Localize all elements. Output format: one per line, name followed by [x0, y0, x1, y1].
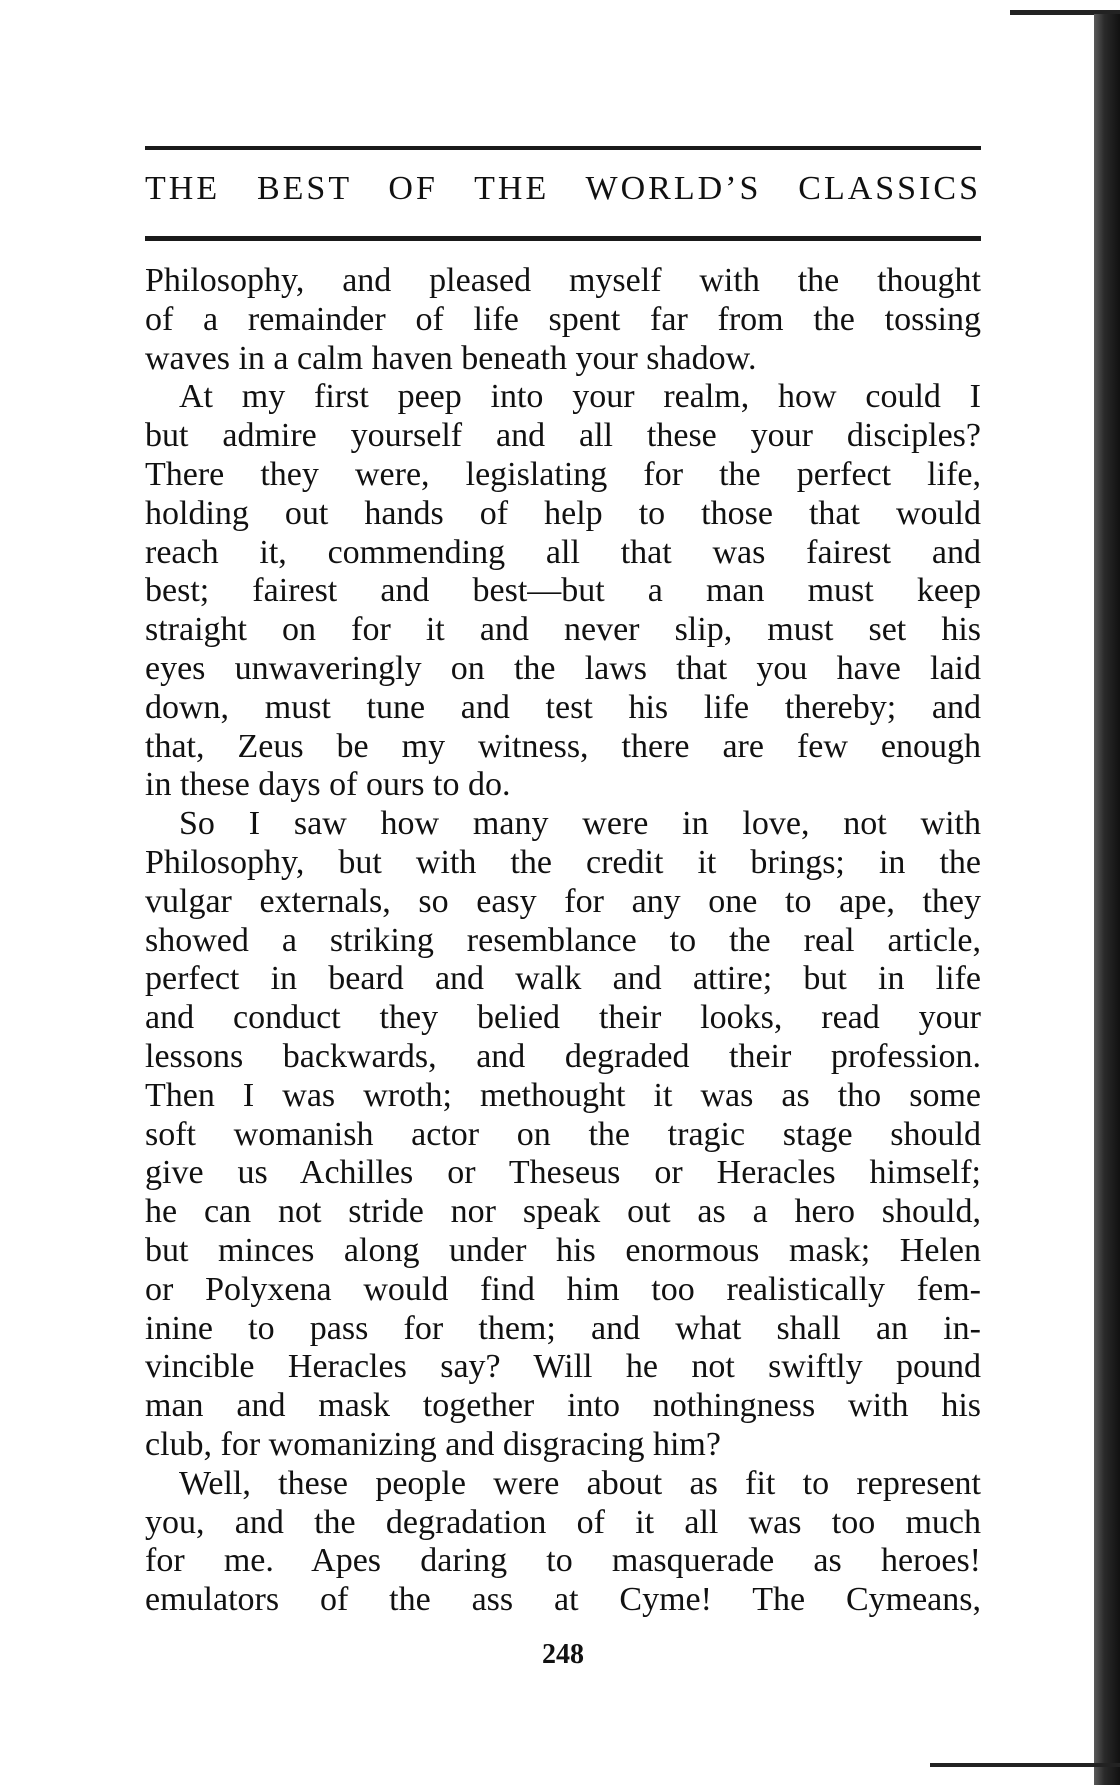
text-line: holding out hands of help to those that would — [145, 494, 981, 532]
text-line: that, Zeus be my witness, there are few enough — [145, 727, 981, 765]
text-line: down, must tune and test his life thereby; and — [145, 688, 981, 726]
text-line: in these days of ours to do. — [145, 766, 511, 804]
text-line: but admire yourself and all these your disciples? — [145, 417, 981, 455]
text-line: Then I was wroth; methought it was as tho some — [145, 1076, 981, 1114]
text-line: but minces along under his enormous mask; Helen — [145, 1231, 981, 1269]
text-line: emulators of the ass at Cyme! The Cymeans, — [145, 1581, 981, 1619]
text-line: club, for womanizing and disgracing him? — [145, 1425, 721, 1463]
text-line: Well, these people were about as fit to represent — [179, 1464, 981, 1502]
text-line: straight on for it and never slip, must set his — [145, 611, 981, 649]
text-line: soft womanish actor on the tragic stage should — [145, 1115, 981, 1153]
text-line: At my first peep into your realm, how could I — [179, 378, 981, 416]
text-line: vincible Heracles say? Will he not swiftly pound — [145, 1348, 981, 1386]
page-number: 248 — [542, 1639, 584, 1670]
text-line: inine to pass for them; and what shall an in- — [145, 1309, 981, 1347]
text-line: So I saw how many were in love, not with — [179, 805, 981, 843]
text-line: for me. Apes daring to masquerade as heroes! — [145, 1542, 981, 1580]
text-line: vulgar externals, so easy for any one to ape, they — [145, 882, 981, 920]
text-line: best; fairest and best—but a man must keep — [145, 572, 981, 610]
header-rule-top — [145, 146, 981, 150]
text-line: man and mask together into nothingness with his — [145, 1387, 981, 1425]
text-line: and conduct they belied their looks, read your — [145, 999, 981, 1037]
text-line: waves in a calm haven beneath your shadow. — [145, 339, 757, 377]
text-line: of a remainder of life spent far from the tossing — [145, 300, 981, 338]
text-line: he can not stride nor speak out as a hero should, — [145, 1193, 981, 1231]
text-line: There they were, legislating for the perfect life, — [145, 455, 981, 493]
text-line: you, and the degradation of it all was too much — [145, 1503, 981, 1541]
text-line: Philosophy, and pleased myself with the thought — [145, 262, 981, 299]
binding-bottom-edge — [930, 1763, 1120, 1767]
book-binding-shadow — [1094, 14, 1120, 1785]
text-line: Philosophy, but with the credit it brings; in the — [145, 843, 981, 881]
page-body — [145, 262, 981, 1620]
text-line: give us Achilles or Theseus or Heracles himself; — [145, 1154, 981, 1192]
text-line: reach it, commending all that was fairest and — [145, 533, 981, 571]
text-line: eyes unwaveringly on the laws that you have laid — [145, 649, 981, 687]
header-rule-bottom — [145, 236, 981, 241]
text-line: or Polyxena would find him too realistically fem- — [145, 1270, 981, 1308]
text-line: lessons backwards, and degraded their profession. — [145, 1037, 981, 1075]
text-line: perfect in beard and walk and attire; but in life — [145, 960, 981, 998]
running-head: THE BEST OF THE WORLD’S CLASSICS — [145, 170, 981, 207]
text-line: showed a striking resemblance to the real article, — [145, 921, 981, 959]
